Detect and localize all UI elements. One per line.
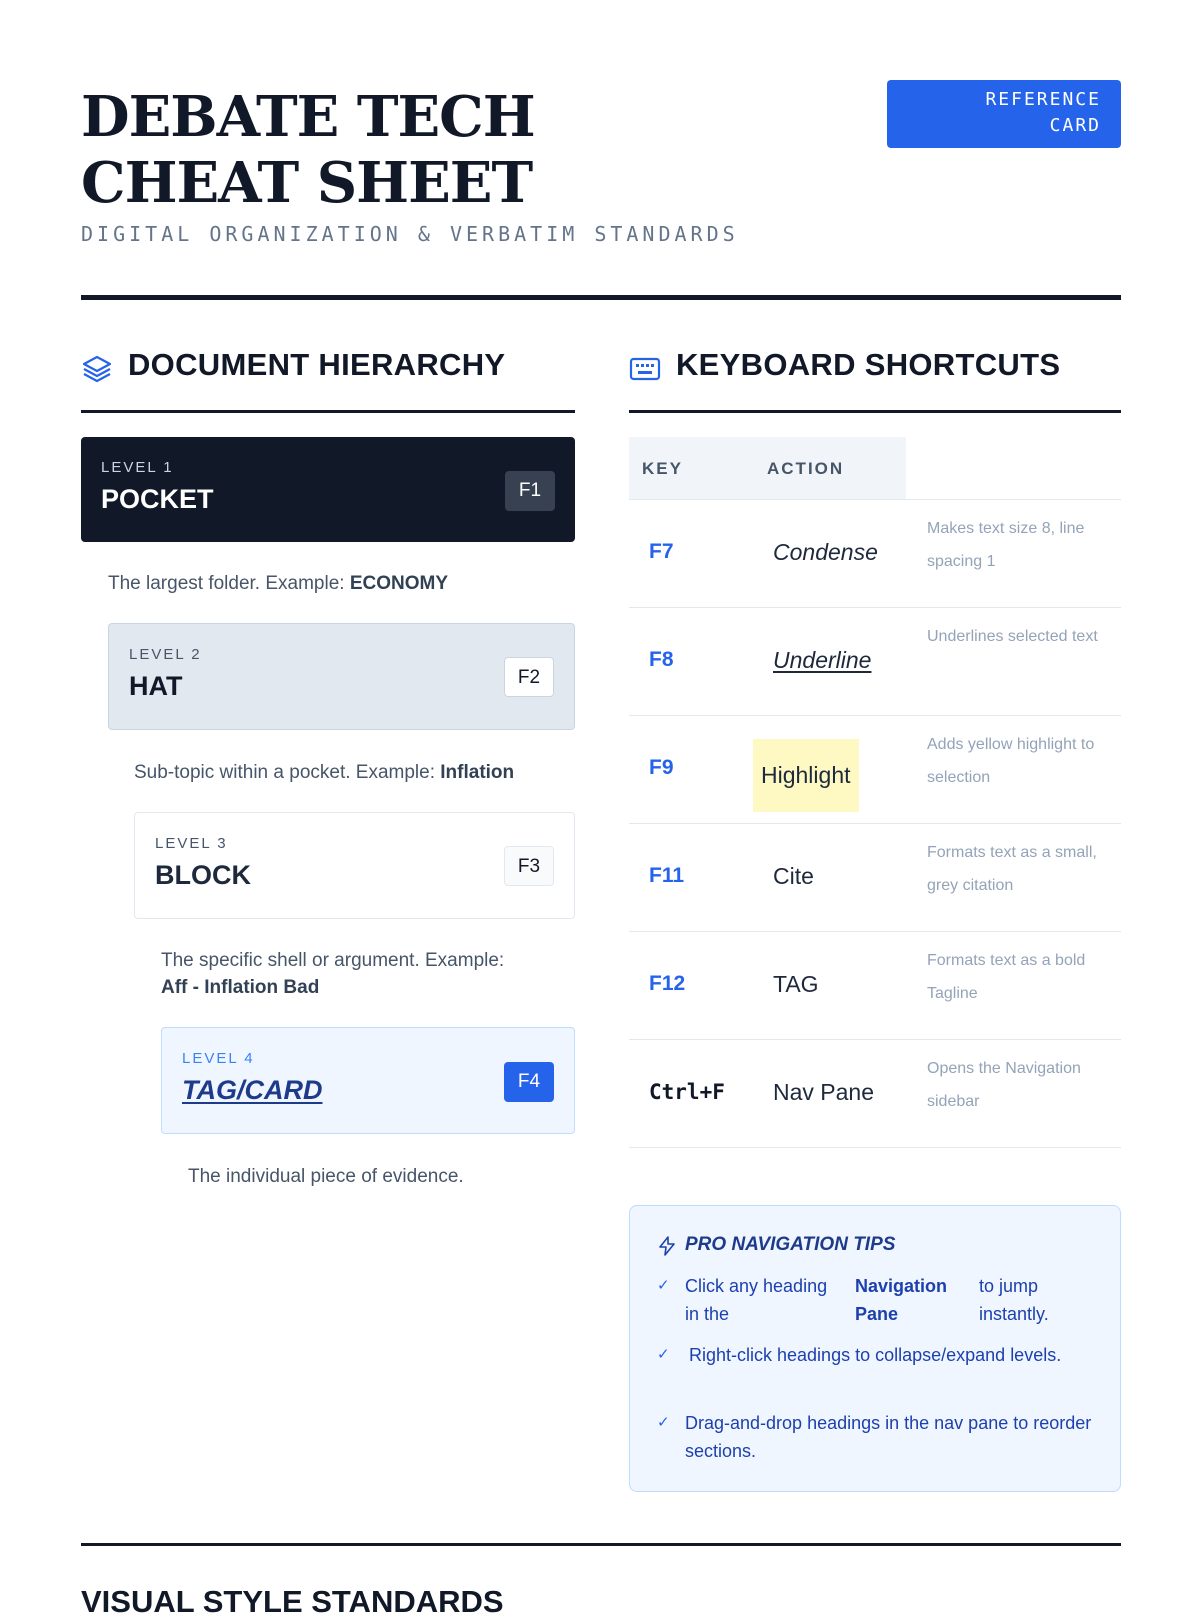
- tip-item: [657, 1409, 1097, 1465]
- function-key-badge: F3: [504, 846, 554, 886]
- shortcut-action: TAG: [773, 971, 819, 997]
- shortcut-key: Ctrl+F: [649, 1080, 725, 1104]
- level-label: LEVEL 3: [155, 835, 228, 852]
- header-divider: [81, 295, 1121, 300]
- layers-icon: [81, 353, 113, 385]
- shortcut-detail: Opens the Navigation sidebar: [927, 1060, 1081, 1110]
- shortcut-key: F7: [649, 540, 674, 563]
- tip-text-pre: Click any heading in the: [685, 1276, 828, 1324]
- page-subtitle: DIGITAL ORGANIZATION & VERBATIM STANDARDS: [81, 222, 739, 246]
- shortcut-key: F8: [649, 648, 674, 671]
- column-header-action: ACTION: [767, 459, 845, 478]
- level-label: LEVEL 1: [101, 459, 174, 476]
- level-1-card: [81, 437, 575, 542]
- shortcut-detail: Formats text as a bold Tagline: [927, 952, 1086, 1002]
- check-icon: ✓: [657, 1277, 670, 1294]
- level-2-card: [108, 623, 575, 730]
- check-icon: ✓: [657, 1414, 670, 1431]
- shortcut-row: [629, 608, 1121, 716]
- section-divider: [81, 1543, 1121, 1546]
- tips-title: PRO NAVIGATION TIPS: [685, 1234, 896, 1255]
- column-header-key: KEY: [642, 459, 683, 478]
- badge-line-2: CARD: [1049, 115, 1101, 136]
- shortcut-key: F12: [649, 972, 686, 995]
- level-1-description: The largest folder. Example: ECONOMY: [108, 573, 449, 594]
- shortcuts-section-header: [629, 333, 1121, 413]
- shortcut-key: F9: [649, 756, 674, 779]
- shortcut-row: [629, 716, 1121, 824]
- level-name: BLOCK: [155, 860, 251, 890]
- level-name: HAT: [129, 671, 183, 701]
- shortcuts-table-header: [629, 437, 906, 499]
- hierarchy-section-header: [81, 333, 575, 413]
- level-2-description: Sub-topic within a pocket. Example: Inflation: [134, 762, 515, 783]
- shortcut-action: Condense: [773, 539, 878, 565]
- shortcut-detail: Formats text as a small, grey citation: [927, 844, 1097, 894]
- pro-tips-box: [629, 1205, 1121, 1492]
- shortcut-row: [629, 500, 1121, 608]
- lightning-icon: [657, 1236, 677, 1256]
- badge-line-1: REFERENCE: [985, 89, 1101, 110]
- shortcut-row: [629, 932, 1121, 1040]
- shortcut-detail: Underlines selected text: [927, 628, 1098, 645]
- tip-item: [657, 1341, 1097, 1397]
- level-name: TAG/CARD: [182, 1075, 323, 1105]
- shortcuts-title: KEYBOARD SHORTCUTS: [676, 347, 1061, 382]
- visual-style-section-title: VISUAL STYLE STANDARDS: [81, 1584, 504, 1619]
- keyboard-icon: [629, 353, 661, 385]
- shortcut-row: [629, 824, 1121, 932]
- shortcut-action: Highlight: [753, 739, 859, 812]
- hierarchy-title: DOCUMENT HIERARCHY: [128, 347, 506, 382]
- tip-text-post: to jump instantly.: [979, 1276, 1049, 1324]
- function-key-badge: F1: [505, 471, 555, 511]
- tip-text-bold: Navigation Pane: [855, 1276, 948, 1324]
- function-key-badge: F4: [504, 1062, 554, 1102]
- reference-card-badge: [887, 80, 1121, 148]
- tip-text: Right-click headings to collapse/expand levels.: [689, 1345, 1062, 1365]
- page-header: [81, 80, 1121, 300]
- shortcut-detail: Adds yellow highlight to selection: [927, 736, 1095, 786]
- shortcut-action: Cite: [773, 863, 814, 889]
- shortcut-key: F11: [649, 864, 685, 887]
- shortcut-row: [629, 1040, 1121, 1148]
- level-label: LEVEL 2: [129, 646, 202, 663]
- tip-item: [657, 1272, 1097, 1328]
- shortcut-detail: Makes text size 8, line spacing 1: [927, 520, 1085, 570]
- level-name: POCKET: [101, 484, 214, 514]
- shortcut-action: Underline: [773, 647, 872, 673]
- tip-text: Drag-and-drop headings in the nav pane to reorder sections.: [685, 1413, 1092, 1461]
- level-3-description: The specific shell or argument. Example: Aff - Inflation Bad: [161, 950, 505, 998]
- shortcut-action: Nav Pane: [773, 1079, 875, 1105]
- level-3-card: [134, 812, 575, 919]
- check-icon: ✓: [657, 1346, 670, 1363]
- level-4-description: The individual piece of evidence.: [188, 1166, 464, 1187]
- level-4-card: [161, 1027, 575, 1134]
- page-title: DEBATE TECH CHEAT SHEET: [81, 84, 535, 216]
- function-key-badge: F2: [504, 657, 554, 697]
- level-label: LEVEL 4: [182, 1050, 255, 1067]
